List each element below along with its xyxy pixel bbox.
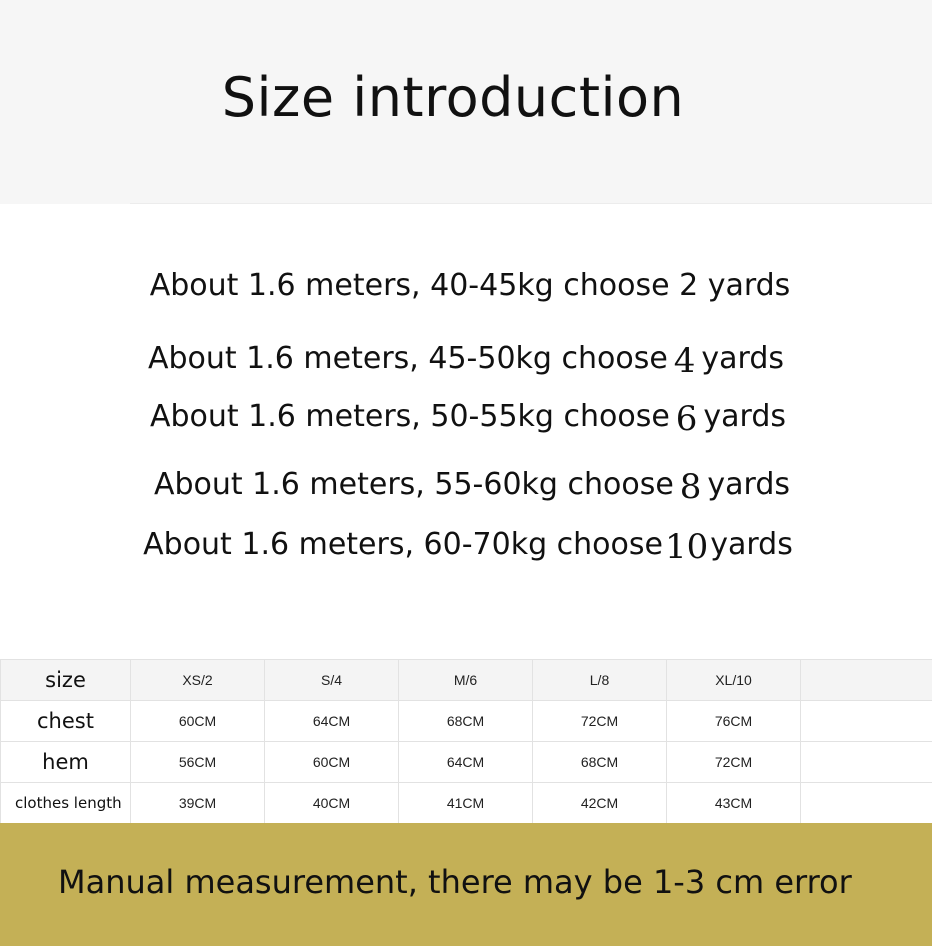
table-cell: 41CM [399, 783, 533, 824]
recommendation-unit: yards [701, 341, 785, 376]
row-label: clothes length [1, 783, 131, 824]
size-number: 8 [679, 467, 702, 507]
recommendation-text: About 1.6 meters, 45-50kg choose [147, 341, 668, 376]
size-number: 4 [673, 341, 696, 381]
table-cell: 56CM [131, 742, 265, 783]
table-cell: 64CM [265, 701, 399, 742]
table-cell: 72CM [667, 742, 801, 783]
table-header-row [1, 660, 932, 701]
page-title: Size introduction [221, 66, 685, 129]
header-cell-size: size [1, 660, 131, 701]
empty-cell [801, 742, 932, 783]
row-label: hem [1, 742, 131, 783]
recommendation-line-2 [0, 337, 932, 381]
empty-cell [801, 660, 932, 701]
recommendation-unit: yards [707, 467, 791, 502]
header-cell: M/6 [399, 660, 533, 701]
recommendation-text: About 1.6 meters, 60-70kg choose [143, 527, 663, 562]
recommendation-text: About 1.6 meters, 40-45kg choose 2 yards [149, 268, 791, 303]
size-number: 10 [664, 527, 709, 567]
table-cell: 68CM [399, 701, 533, 742]
recommendation-line-4 [2, 463, 932, 507]
size-table [0, 659, 932, 823]
table-cell: 60CM [131, 701, 265, 742]
header-cell: L/8 [533, 660, 667, 701]
table-row [1, 783, 932, 824]
header-divider [130, 203, 932, 204]
recommendation-line-1 [0, 268, 932, 303]
recommendation-text: About 1.6 meters, 50-55kg choose [149, 399, 670, 434]
header-cell: XL/10 [667, 660, 801, 701]
header-cell: XS/2 [131, 660, 265, 701]
measurement-note: Manual measurement, there may be 1-3 cm error [58, 863, 852, 901]
table-cell: 39CM [131, 783, 265, 824]
row-label: chest [1, 701, 131, 742]
table-cell: 76CM [667, 701, 801, 742]
empty-cell [801, 701, 932, 742]
table-cell: 40CM [265, 783, 399, 824]
table-cell: 72CM [533, 701, 667, 742]
recommendation-line-3 [0, 395, 932, 439]
recommendation-unit: yards [710, 527, 793, 562]
table-row [1, 742, 932, 783]
recommendation-line-5 [0, 523, 932, 567]
table-cell: 42CM [533, 783, 667, 824]
table-cell: 64CM [399, 742, 533, 783]
empty-cell [801, 783, 932, 824]
recommendation-unit: yards [703, 399, 787, 434]
table-cell: 43CM [667, 783, 801, 824]
recommendation-text: About 1.6 meters, 55-60kg choose [153, 467, 674, 502]
table-row [1, 701, 932, 742]
table-cell: 68CM [533, 742, 667, 783]
size-number: 6 [675, 399, 698, 439]
header-cell: S/4 [265, 660, 399, 701]
footer-band [0, 823, 932, 946]
table-cell: 60CM [265, 742, 399, 783]
